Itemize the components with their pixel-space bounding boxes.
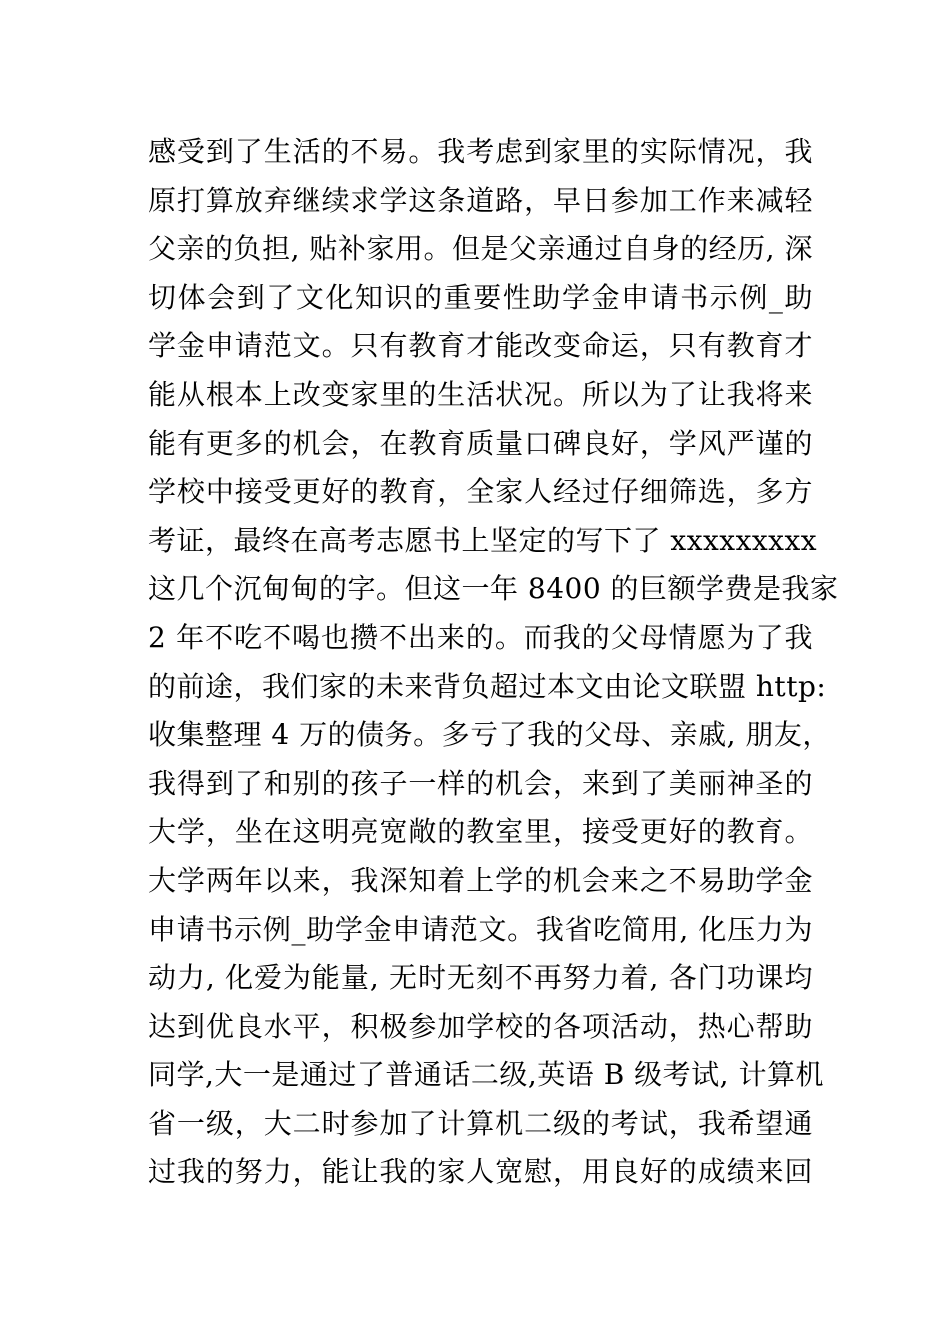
text-line: 原打算放弃继续求学这条道路，早日参加工作来减轻 bbox=[148, 183, 813, 217]
text-line: 动力, 化爱为能量, 无时无刻不再努力着, 各门功课均 bbox=[148, 961, 813, 995]
text-line: 感受到了生活的不易。我考虑到家里的实际情况，我 bbox=[148, 135, 813, 168]
text-line: 过我的努力，能让我的家人宽慰，用良好的成绩来回 bbox=[148, 1155, 813, 1189]
text-line: 我得到了和别的孩子一样的机会，来到了美丽神圣的 bbox=[148, 766, 813, 800]
text-line: 申请书示例_助学金申请范文。我省吃简用, 化压力为 bbox=[148, 912, 813, 946]
text-line: 考证，最终在高考志愿书上坚定的写下了 xxxxxxxxx bbox=[148, 523, 818, 557]
text-line: 收集整理 4 万的债务。多亏了我的父母、亲戚, 朋友， bbox=[148, 718, 831, 752]
text-line: 2 年不吃不喝也攒不出来的。而我的父母情愿为了我 bbox=[148, 620, 813, 654]
text-line: 省一级，大二时参加了计算机二级的考试，我希望通 bbox=[148, 1106, 813, 1140]
text-line: 学金申请范文。只有教育才能改变命运，只有教育才 bbox=[148, 329, 813, 363]
text-line: 学校中接受更好的教育，全家人经过仔细筛选，多方 bbox=[148, 475, 813, 509]
text-line: 同学,大一是通过了普通话二级,英语 B 级考试, 计算机 bbox=[148, 1058, 824, 1092]
text-line: 父亲的负担, 贴补家用。但是父亲通过自身的经历, 深 bbox=[148, 232, 813, 266]
text-line: 大学，坐在这明亮宽敞的教室里，接受更好的教育。 bbox=[148, 815, 813, 849]
text-line: 的前途，我们家的未来背负超过本文由论文联盟 http: bbox=[148, 669, 827, 703]
text-line: 能有更多的机会，在教育质量口碑良好，学风严谨的 bbox=[148, 426, 813, 460]
text-line: 这几个沉甸甸的字。但这一年 8400 的巨额学费是我家 bbox=[148, 572, 839, 606]
text-line: 能从根本上改变家里的生活状况。所以为了让我将来 bbox=[148, 377, 813, 411]
text-line: 达到优良水平，积极参加学校的各项活动，热心帮助 bbox=[148, 1009, 813, 1043]
text-line: 切体会到了文化知识的重要性助学金申请书示例_助 bbox=[148, 280, 813, 314]
body-text bbox=[148, 128, 839, 1197]
text-line: 大学两年以来，我深知着上学的机会来之不易助学金 bbox=[148, 863, 813, 897]
